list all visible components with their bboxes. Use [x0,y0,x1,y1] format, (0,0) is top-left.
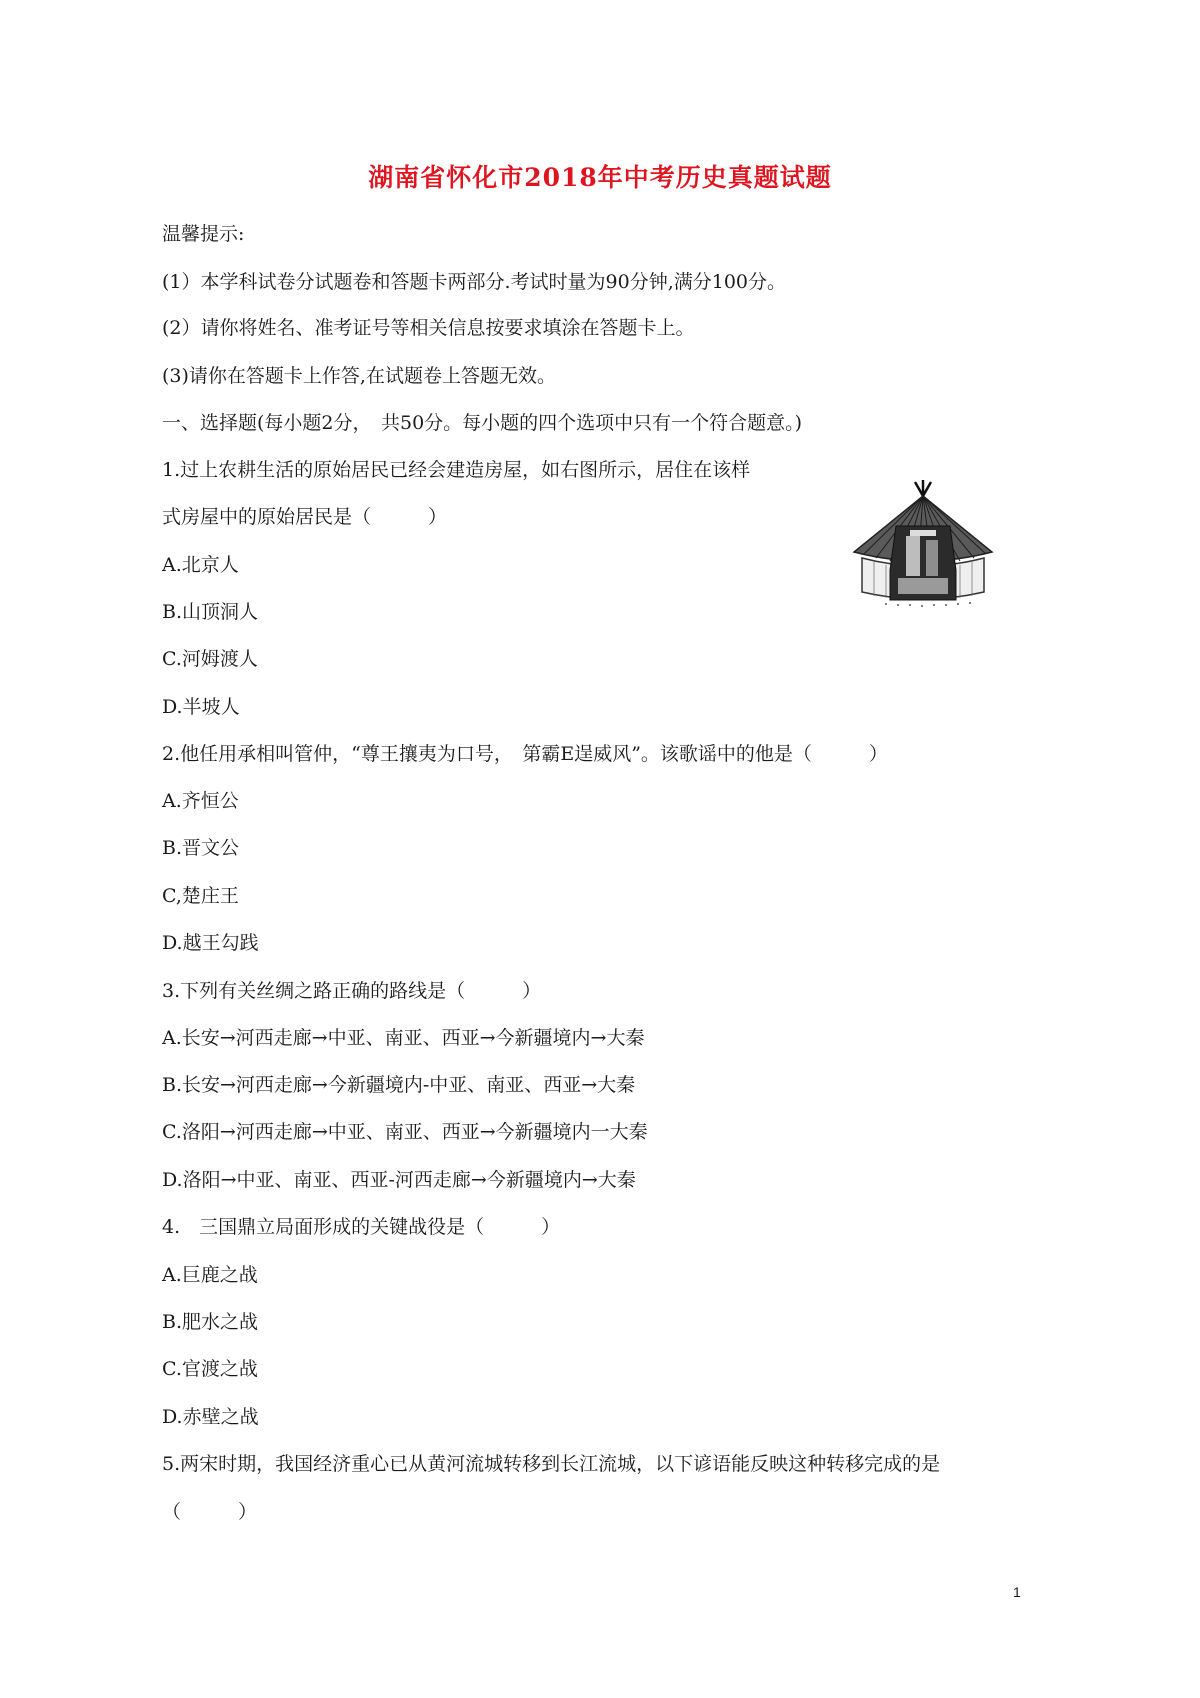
question-4-option-d: D.赤壁之战 [162,1406,259,1428]
question-3-option-a: A.长安→河西走廊→中亚、南亚、西亚→今新疆境内→大秦 [162,1027,645,1049]
question-4-option-b: B.肥水之战 [162,1311,259,1333]
page-title: 湖南省怀化市2018年中考历史真题试题 [368,163,832,192]
question-2-stem: 2.他任用承相叫管仲，“尊王攘夷为口号， 第霸E逞威风”。该歌谣中的他是（ ） [162,743,888,765]
question-1-option-c: C.河姆渡人 [162,648,258,670]
question-4-option-a: A.巨鹿之战 [162,1264,258,1286]
question-1-stem-line-2: 式房屋中的原始居民是（ ） [162,506,448,528]
question-1-stem-line-1: 1.过上农耕生活的原始居民已经会建造房屋，如右图所示，居住在该样 [162,459,751,481]
question-2-option-a: A.齐恒公 [162,790,239,812]
question-3-stem: 3.下列有关丝绸之路正确的路线是（ ） [162,980,542,1002]
question-5-stem-line-2: （ ） [162,1501,258,1523]
notice-item-2: (2）请你将姓名、准考证号等相关信息按要求填涂在答题卡上。 [162,317,695,339]
question-1-option-b: B.山顶洞人 [162,601,259,623]
question-4-stem: 4. 三国鼎立局面形成的关键战役是（ ） [162,1216,561,1238]
question-2-option-d: D.越王勾践 [162,932,259,954]
question-1-option-a: A.北京人 [162,554,239,576]
page-number: 1 [1013,1584,1021,1600]
question-1-option-d: D.半坡人 [162,696,240,718]
question-3-option-d: D.洛阳→中亚、南亚、西亚-河西走廊→今新疆境内→大秦 [162,1169,636,1191]
question-3-option-c: C.洛阳→河西走廊→中亚、南亚、西亚→今新疆境内一大秦 [162,1121,648,1143]
section-heading: 一、选择题(每小题2分， 共50分。每小题的四个选项中只有一个符合题意。) [162,412,803,434]
question-5-stem-line-1: 5.两宋时期，我国经济重心已从黄河流城转移到长江流城，以下谚语能反映这种转移完成的是 [162,1453,941,1475]
round-hut-illustration-icon [846,478,1000,608]
question-4-option-c: C.官渡之战 [162,1358,258,1380]
question-2-option-c: C,楚庄王 [162,885,239,907]
notice-item-3: (3)请你在答题卡上作答,在试题卷上答题无效。 [162,365,556,387]
question-2-option-b: B.晋文公 [162,837,240,859]
question-3-option-b: B.长安→河西走廊→今新疆境内-中亚、南亚、西亚→大秦 [162,1074,636,1096]
notice-heading: 温馨提示: [162,223,245,245]
notice-item-1: (1）本学科试卷分试题卷和答题卡两部分.考试时量为90分钟,满分100分。 [162,271,787,293]
